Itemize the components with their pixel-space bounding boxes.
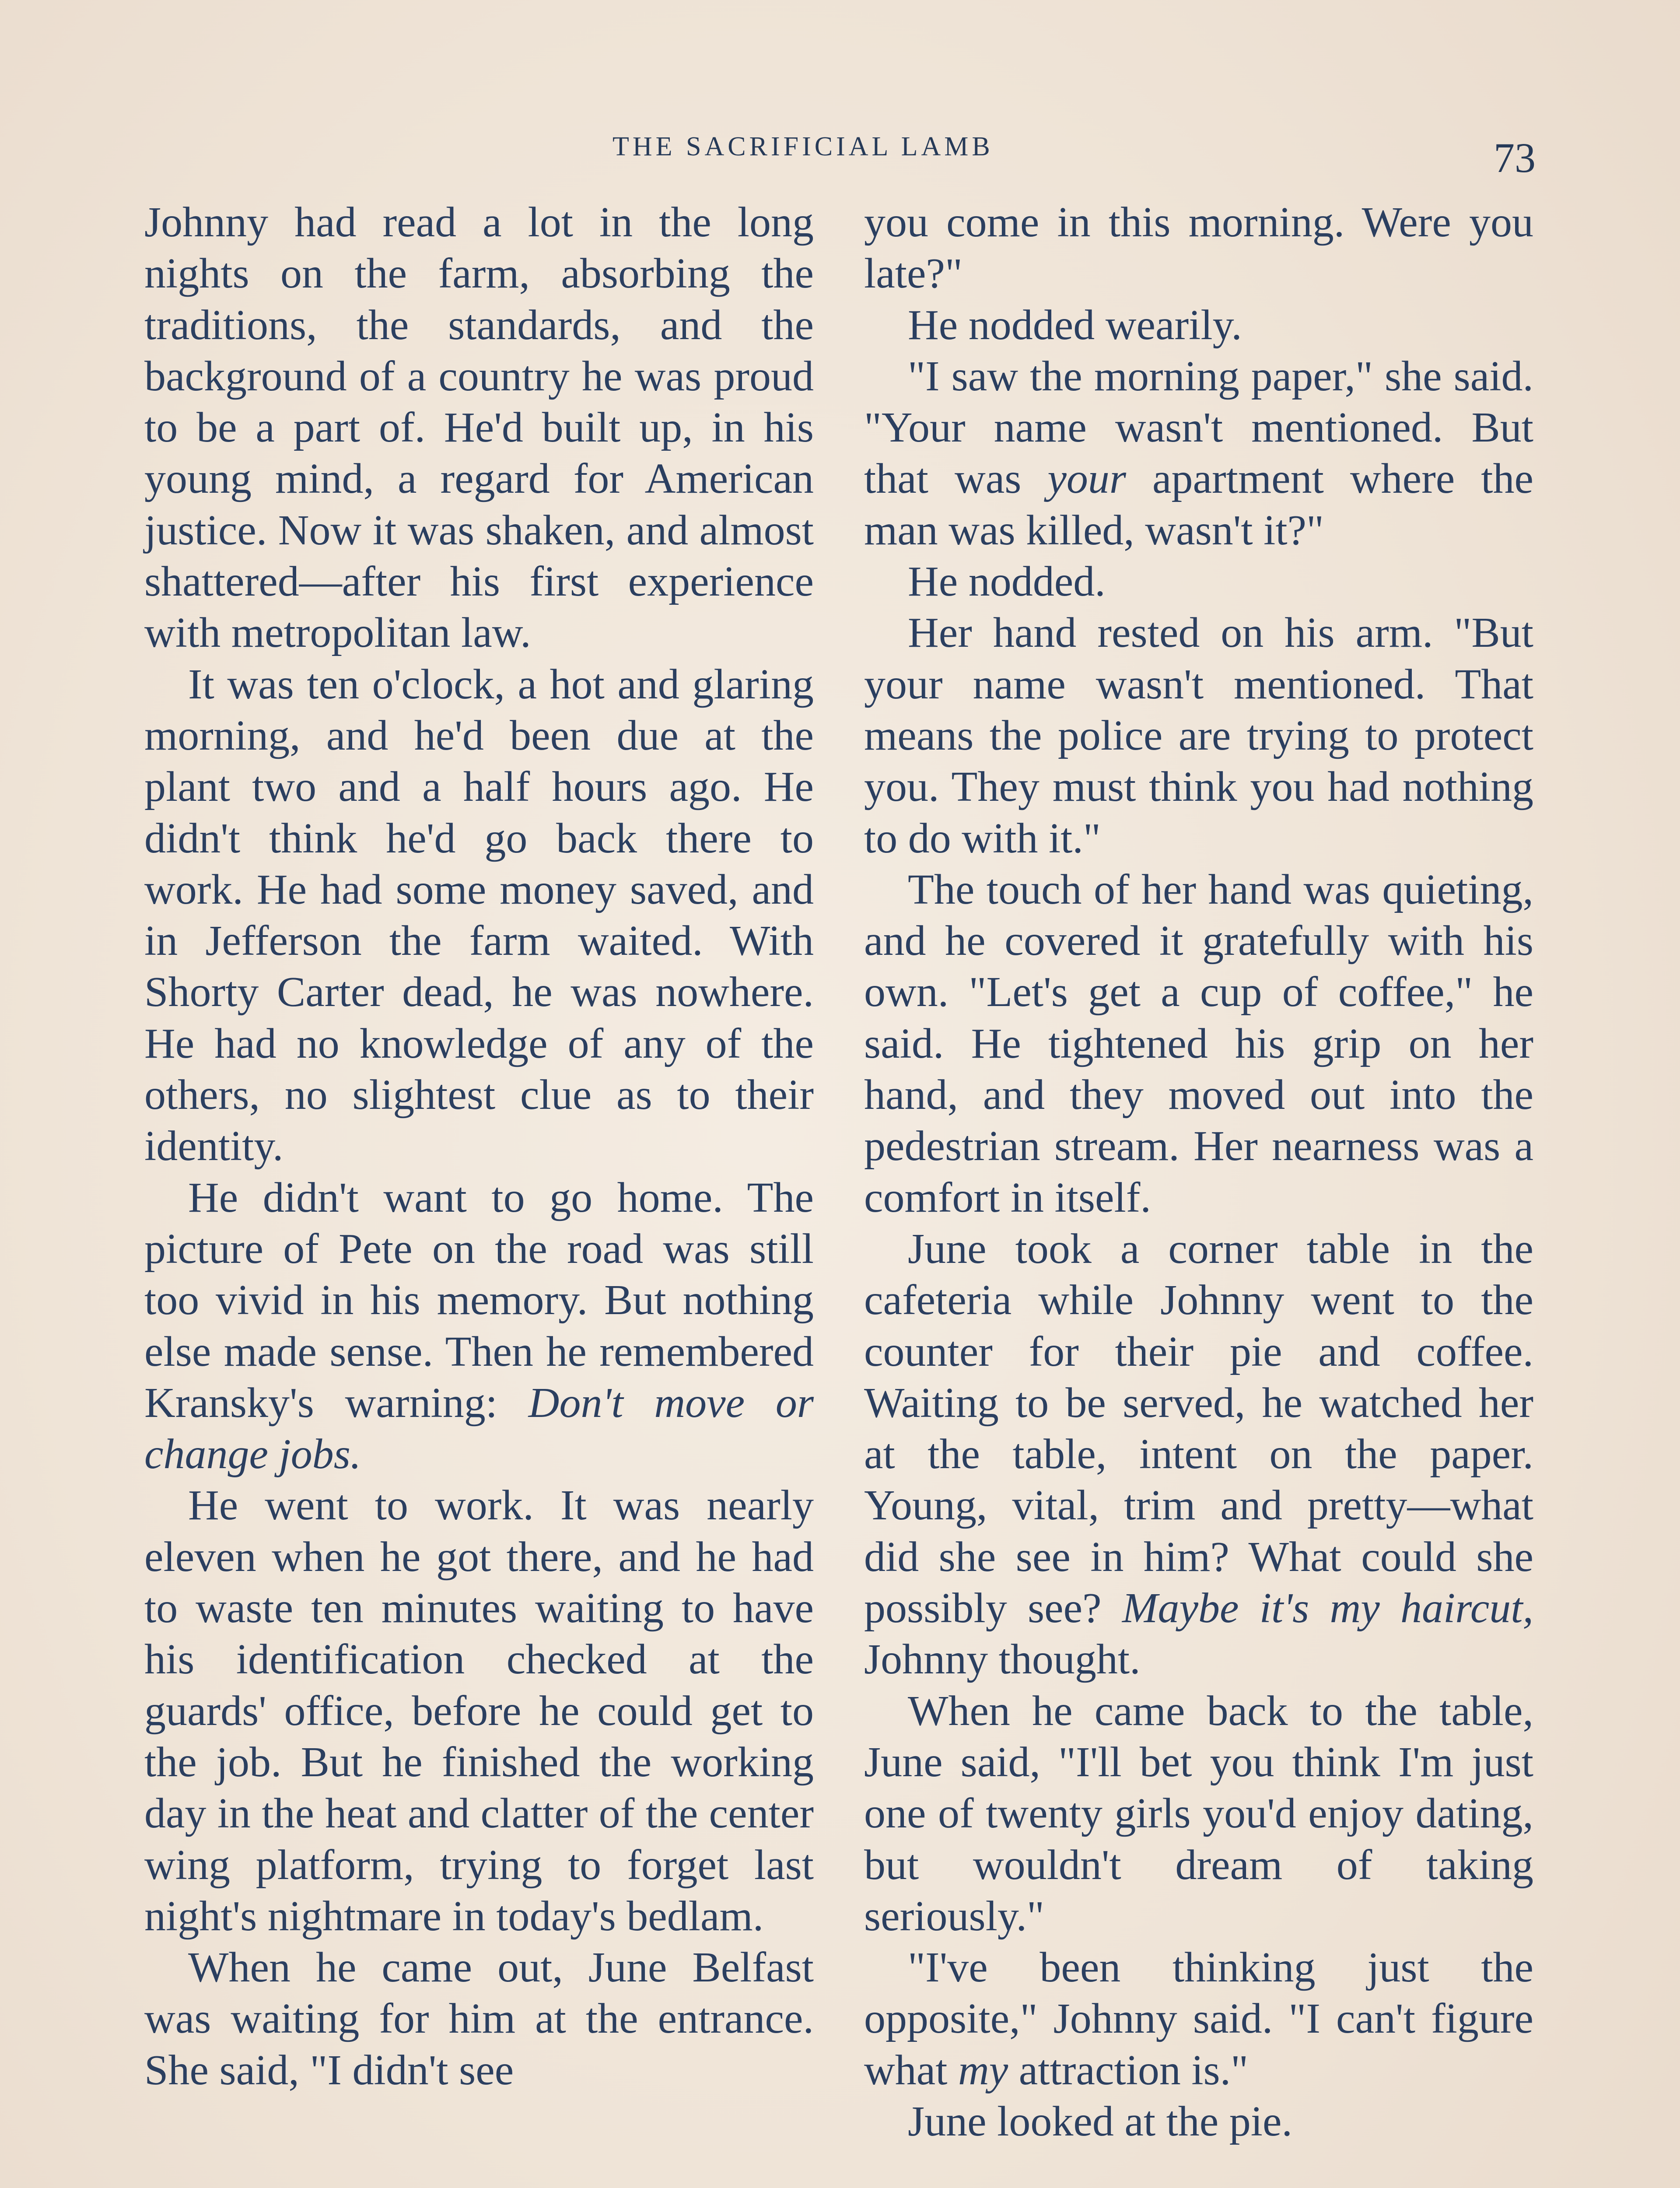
paragraph-text: "I've been thinking just the opposite," Johnny said. "I can't figure what	[864, 1944, 1533, 2094]
italic-text: my	[958, 2046, 1008, 2094]
paragraph	[864, 1224, 1533, 1686]
paragraph-text: Johnny thought.	[864, 1636, 1141, 1683]
paragraph: you come in this morning. Were you late?"	[864, 199, 1533, 298]
paragraph: Her hand rested on his arm. "But your name wasn't mentioned. That means the police are trying to protect you. They must think you had nothing to do with it."	[864, 609, 1533, 862]
paragraph: When he came back to the table, June said, "I'll bet you think I'm just one of twenty girls you'd enjoy dating, but wouldn't dream of taking seriously."	[864, 1687, 1533, 1940]
running-title: THE SACRIFICIAL LAMB	[612, 132, 994, 161]
paragraph	[864, 1942, 1533, 2096]
left-text-column	[144, 197, 814, 2096]
paragraph	[864, 351, 1533, 556]
italic-text: your	[1047, 455, 1127, 503]
paragraph	[144, 1172, 814, 1480]
paragraph: He nodded wearily.	[908, 301, 1242, 349]
right-text-column	[864, 197, 1533, 2147]
italic-text: Maybe it's my haircut,	[1122, 1585, 1534, 1632]
paragraph-text: June took a corner table in the cafeteria while Johnny went to the counter for their pie and coffee. Waiting to be served, he watched her at the table, intent on the paper. Young, vital, trim and pretty—what did she see in him? What could she possibly see?	[864, 1225, 1533, 1632]
paragraph: June looked at the pie.	[908, 2097, 1293, 2145]
paragraph: He nodded.	[908, 558, 1106, 606]
paragraph-text: He didn't want to go home. The picture of Pete on the road was still too vivid in his memory. But nothing else made sense. Then he remembered Kransky's warning:	[144, 1174, 814, 1427]
paragraph: The touch of her hand was quieting, and he covered it gratefully with his own. "Let's get a cup of coffee," he said. He tightened his grip on her hand, and they moved out into the pedestrian stream. Her nearness was a comfort in itself.	[864, 866, 1533, 1221]
italic-text: Don't move or change jobs.	[144, 1379, 814, 1478]
paragraph: He went to work. It was nearly eleven when he got there, and he had to waste ten minutes waiting to have his identification checked at the guards' office, before he could get to the job. But he finished the working day in the heat and clatter of the center wing platform, trying to forget last night's nightmare in today's bedlam.	[144, 1482, 814, 1940]
paragraph: When he came out, June Belfast was waiting for him at the entrance. She said, "I didn't see	[144, 1944, 814, 2094]
paragraph-text: attraction is."	[1008, 2046, 1249, 2094]
paragraph: Johnny had read a lot in the long nights on the farm, absorbing the traditions, the standards, and the background of a country he was proud to be a part of. He'd built up, in his young mind, a regard for American justice. Now it was shaken, and almost shattered—after his first experience with metropolitan law.	[144, 199, 814, 657]
paragraph-text: apartment where the man was killed, wasn't it?"	[864, 455, 1534, 554]
paragraph-text: "I saw the morning paper," she said. "Your name wasn't mentioned. But that was	[864, 352, 1533, 503]
page-number: 73	[1494, 134, 1536, 181]
paragraph: It was ten o'clock, a hot and glaring morning, and he'd been due at the plant two and a half hours ago. He didn't think he'd go back there to work. He had some money saved, and in Jefferson the farm waited. With Shorty Carter dead, he was nowhere. He had no knowledge of any of the others, no slightest clue as to their identity.	[144, 660, 814, 1170]
